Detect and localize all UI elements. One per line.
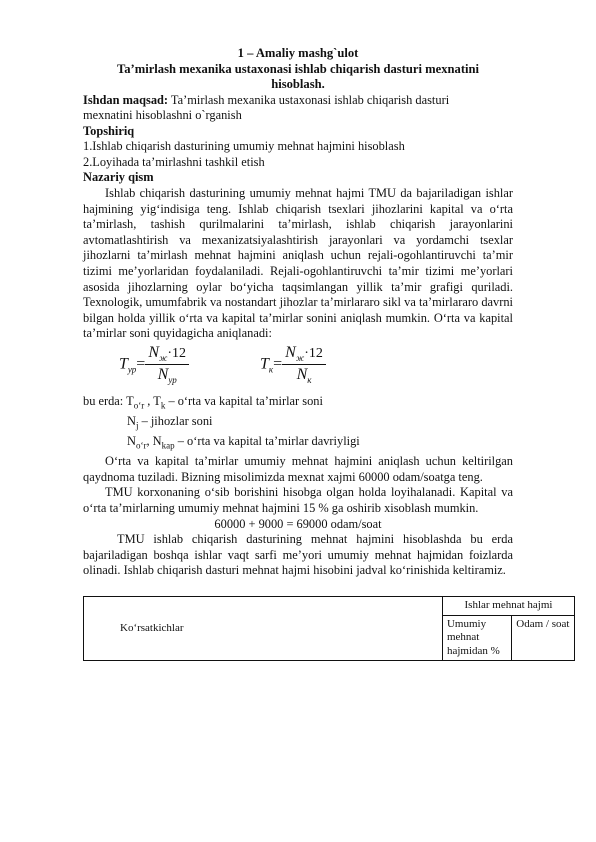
definition-line: bu erda: $T_{o‘r}$ , $T_k$ – o‘rta va kapital ta’mirlar soni	[83, 394, 323, 411]
task-item: 1.Ishlab chiqarish dasturining umumiy mehnat hajmini hisoblash	[83, 139, 405, 154]
formula-capital-repairs: $T_к=$ $\frac{N_ж\cdot 12}{N_к}$	[260, 344, 326, 385]
task-heading: Topshiriq	[83, 123, 135, 138]
calculation-line: 60000 + 9000 = 69000 odam/soat	[214, 516, 382, 531]
goal-text-cont: mexnatini hisoblashni o`rganish	[83, 108, 242, 123]
paragraph: TMU ishlab chiqarish dasturining mehnat hajmini hisoblashda bu erda bajariladigan boshqa ishlar vaqt sarfi me’yori umumiy mehnat hajmidan foizlarda olinadi. Ishlab chiqarish dasturi mehnat hajmi hisobini jadval ko‘rinishida keltiramiz.	[83, 532, 513, 578]
table-header-indicators: Ko‘rsatkichlar	[84, 597, 443, 661]
formula-block	[83, 344, 513, 394]
definition-line: $N_j$ – jihozlar soni	[127, 414, 213, 431]
theory-heading: Nazariy qism	[83, 170, 154, 185]
definition-line: $N_{o‘r}$, $N_{kap}$ – o‘rta va kapital ta’mirlar davriyligi	[127, 434, 360, 451]
fraction: $\frac{N_ж\cdot 12}{N_{ур}}$	[145, 344, 189, 385]
goal-line	[83, 93, 513, 109]
task-item: 2.Loyihada ta’mirlashni tashkil etish	[83, 154, 265, 169]
paragraph: O‘rta va kapital ta’mirlar umumiy mehnat hajmini aniqlash uchun keltirilgan qaydnoma tuziladi. Bizning misolimizda mexnat xajmi 60000 odam/soatga teng.	[83, 454, 513, 484]
labor-table	[83, 596, 575, 661]
theory-paragraph: Ishlab chiqarish dasturining umumiy mehnat hajmi TMU da bajariladigan ishlar hajmining yig‘indisiga teng. Ishlab chiqarish tsexlari jihozlarini kapital va o‘rta ta’mirlash, tashish qurilmalarini ta’mirlash, ishlab chiqarish jarayonlarini avtomatlashtirish va mexanizatsiyalashtirish jarayonlari va yordamchi tsexlar jihozlarni ta’mirlash mehnat hajmini aniqlash uchun rejali-ogohlantiruvchi ta’mir tizimi me’yorlaridan foydalaniladi. Rejali-ogohlantiruvchi ta’mir tizimi me’yorlari asosida jihozlarning oylar bo‘yicha taqsimlangan yillik ta’mir grafigi quriladi. Texnologik, umumfabrik va nostandart jihozlar ta’mirlararo sikl va ta’mirlararo davrni bilgan holda yillik o‘rta va kapital ta’mirlar sonini aniqlash mumkin. O‘rta va kapital ta’mirlar soni quyidagicha aniqlanadi:	[83, 186, 513, 341]
formula-medium-repairs: $T_{ур}=$ $\frac{N_ж\cdot 12}{N_{ур}}$	[119, 344, 189, 385]
fraction: $\frac{N_ж\cdot 12}{N_к}$	[282, 344, 326, 385]
document-page	[83, 46, 513, 579]
table-header-labor: Ishlar mehnat hajmi	[442, 597, 574, 616]
goal-text: Ta’mirlash mexanika ustaxonasi ishlab chiqarish dasturi	[168, 92, 450, 107]
page-title: 1 – Amaliy mashg`ulot	[237, 46, 359, 60]
goal-label: Ishdan maqsad:	[83, 92, 169, 107]
page-subtitle-cont: hisoblash.	[271, 77, 325, 91]
table-subheader-hours: Odam / soat	[512, 615, 575, 661]
paragraph: TMU korxonaning o‘sib borishini hisobga olgan holda loyihalanadi. Kapital va o‘rta ta’mirlarning umumiy mehnat hajmini 15 % ga oshirib xisoblash mumkin.	[83, 485, 513, 515]
page-subtitle: Ta’mirlash mexanika ustaxonasi ishlab chiqarish dasturi mexnatini	[116, 61, 480, 76]
table-subheader-percent: Umumiy mehnat hajmidan %	[442, 615, 511, 661]
